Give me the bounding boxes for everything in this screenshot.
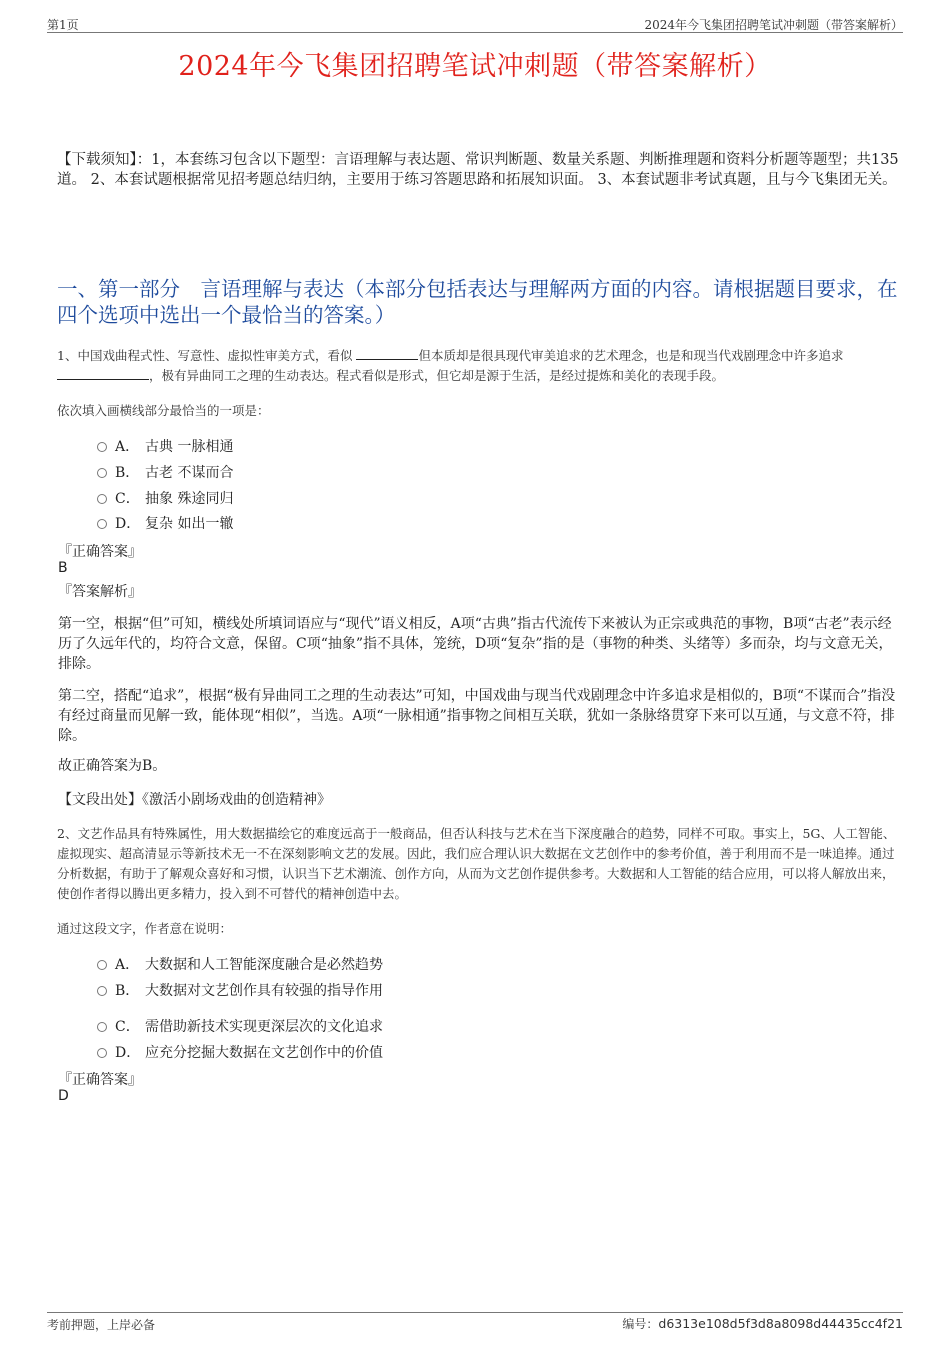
radio-icon[interactable] bbox=[97, 494, 107, 504]
page-number: 第1页 bbox=[47, 18, 79, 32]
q1-text-part-a: 1、中国戏曲程式性、写意性、虚拟性审美方式，看似 bbox=[57, 348, 353, 363]
q1-answer-label: 『正确答案』 bbox=[58, 544, 142, 560]
q1-option-b[interactable]: B． 古老 不谋而合 bbox=[97, 462, 233, 482]
q1-text-part-c: ，极有异曲同工之理的生动表达。程式看似是形式，但它却是源于生活，是经过提炼和美化的表现手段。 bbox=[149, 368, 725, 383]
q1-option-c[interactable]: C． 抽象 殊途同归 bbox=[97, 488, 233, 508]
q1-analysis-label: 『答案解析』 bbox=[58, 584, 142, 600]
q2-option-c[interactable]: C． 需借助新技术实现更深层次的文化追求 bbox=[97, 1016, 383, 1036]
footer-slogan: 考前押题，上岸必备 bbox=[47, 1318, 156, 1332]
q1-blank-1 bbox=[356, 347, 418, 360]
document-title: 2024年今飞集团招聘笔试冲刺题（带答案解析） bbox=[178, 51, 772, 82]
q1-analysis-3: 故正确答案为B。 bbox=[58, 758, 167, 774]
q1-option-a[interactable]: A． 古典 一脉相通 bbox=[97, 436, 233, 456]
radio-icon[interactable] bbox=[97, 468, 107, 478]
q2-option-b[interactable]: B． 大数据对文艺创作具有较强的指导作用 bbox=[97, 980, 383, 1000]
radio-icon[interactable] bbox=[97, 442, 107, 452]
radio-icon[interactable] bbox=[97, 960, 107, 970]
page-header bbox=[47, 14, 903, 33]
question-1-text bbox=[57, 346, 902, 386]
question-2-text: 2、文艺作品具有特殊属性，用大数据描绘它的难度远高于一般商品，但否认科技与艺术在当下深度融合的趋势，同样不可取。事实上，5G、人工智能、虚拟现实、超高清显示等新技术无一不在深刻影响文艺的发展。因此，我们应合理认识大数据在文艺创作中的参考价值，善于利用而不是一味追捧。通过分析数据，有助于了解观众喜好和习惯，认识当下艺术潮流、创作方向，从而为文艺创作提供参考。大数据和人工智能的结合应用，可以将人解放出来，使创作者得以腾出更多精力，投入到不可替代的精神创造中去。 bbox=[57, 826, 896, 901]
q2-prompt: 通过这段文字，作者意在说明： bbox=[57, 921, 233, 936]
page-footer bbox=[47, 1312, 903, 1335]
download-notice: 【下载须知】：1，本套练习包含以下题型：言语理解与表达题、常识判断题、数量关系题、判断推理题和资料分析题等题型；共135道。 2、本套试题根据常见招考题总结归纳，主要用于练习答题思路和拓展知识面。 3、本套试题非考试真题，且与今飞集团无关。 bbox=[57, 152, 899, 188]
q1-prompt: 依次填入画横线部分最恰当的一项是： bbox=[57, 403, 270, 418]
q1-analysis-2: 第二空，搭配“追求”，根据“极有异曲同工之理的生动表达”可知，中国戏曲与现当代戏剧理念中许多追求是相似的，B项“不谋而合”指没有经过商量而见解一致，能体现“相似”，当选。A项“一脉相通”指事物之间相互关联，犹如一条脉络贯穿下来可以互通，与文意不符，排除。 bbox=[58, 688, 896, 744]
radio-icon[interactable] bbox=[97, 519, 107, 529]
q1-option-d[interactable]: D． 复杂 如出一辙 bbox=[97, 513, 233, 533]
q1-text-part-b: 但本质却是很具现代审美追求的艺术理念，也是和现当代戏剧理念中许多追求 bbox=[418, 348, 844, 363]
radio-icon[interactable] bbox=[97, 1022, 107, 1032]
q1-analysis-1: 第一空，根据“但”可知，横线处所填词语应与“现代”语义相反，A项“古典”指古代流传下来被认为正宗或典范的事物，B项“古老”表示经历了久远年代的，均符合文意，保留。C项“抽象”指不具体，笼统，D项“复杂”指的是（事物的种类、头绪等）多而杂，均与文意无关，排除。 bbox=[58, 616, 893, 672]
q2-answer: D bbox=[58, 1088, 69, 1104]
q2-option-a[interactable]: A． 大数据和人工智能深度融合是必然趋势 bbox=[97, 954, 383, 974]
footer-code: 编号：d6313e108d5f3d8a8098d44435cc4f21 bbox=[622, 1316, 903, 1331]
q1-source: 【文段出处】《激活小剧场戏曲的创造精神》 bbox=[58, 792, 331, 808]
section-heading: 一、第一部分 言语理解与表达（本部分包括表达与理解两方面的内容。请根据题目要求，在四个选项中选出一个最恰当的答案。） bbox=[57, 277, 898, 327]
q1-blank-2 bbox=[57, 367, 149, 380]
radio-icon[interactable] bbox=[97, 1048, 107, 1058]
q2-option-d[interactable]: D． 应充分挖掘大数据在文艺创作中的价值 bbox=[97, 1042, 383, 1062]
radio-icon[interactable] bbox=[97, 986, 107, 996]
q1-answer: B bbox=[58, 560, 68, 576]
header-doc-title: 2024年今飞集团招聘笔试冲刺题（带答案解析） bbox=[644, 18, 903, 32]
q2-answer-label: 『正确答案』 bbox=[58, 1072, 142, 1088]
